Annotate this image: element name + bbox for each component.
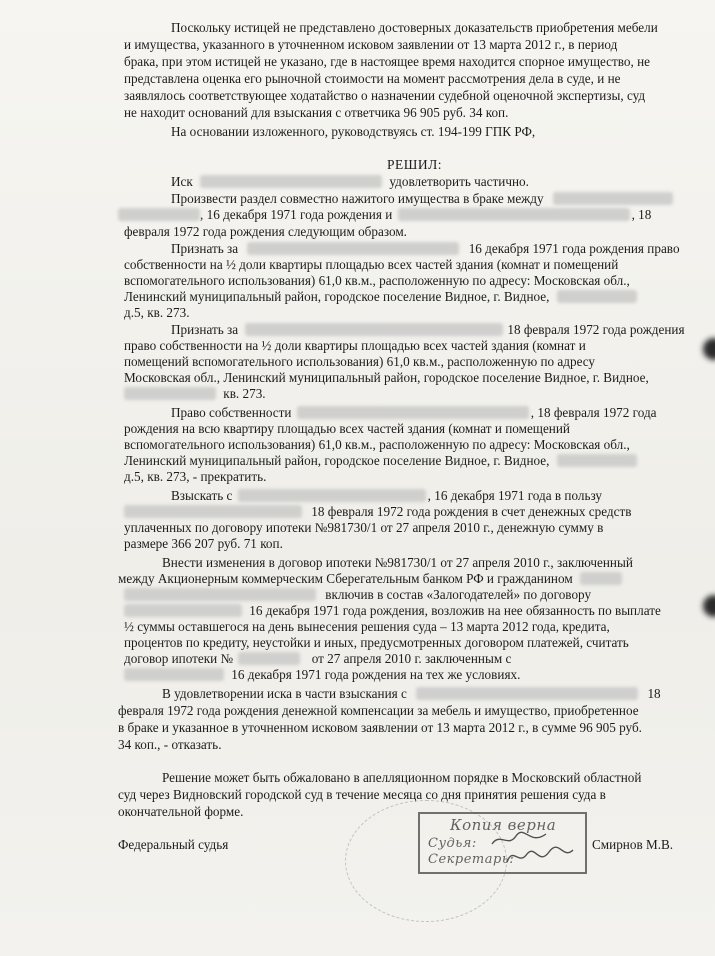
redacted-block <box>124 387 216 400</box>
text-fragment: удовлетворить частично. <box>389 174 529 189</box>
text-line: помещений вспомогательного использования) 61,0 кв.м., расположенную по адресу <box>124 354 596 369</box>
text-fragment: Признать за <box>171 241 239 256</box>
redacted-block <box>200 175 382 188</box>
text-line <box>124 386 266 402</box>
redacted-block <box>553 192 673 205</box>
text-line: в браке и указанное в уточненном исковом заявлении от 13 марта 2012 г., в сумме 96 905 руб. <box>118 720 642 735</box>
judge-name: Смирнов М.В. <box>592 837 674 852</box>
redacted-block <box>580 572 622 585</box>
text-fragment: Взыскать с <box>171 488 233 503</box>
redacted-block <box>124 588 316 601</box>
text-line: не находит оснований для взыскания с ответчика 96 905 руб. 34 коп. <box>124 105 509 120</box>
claim-line <box>171 174 529 190</box>
text-line <box>124 651 511 667</box>
text-line <box>171 488 602 504</box>
text-line: суд через Видновский городской суд в течение месяца со дня принятия решения суда в <box>118 787 606 802</box>
text-line <box>124 289 637 305</box>
text-fragment: от 27 апреля 2010 г. заключенным с <box>311 651 512 666</box>
text-line: представлена оценка его рыночной стоимости на момент рассмотрения дела в суде, и не <box>124 71 621 86</box>
copy-stamp <box>418 812 587 874</box>
text-line <box>118 207 651 223</box>
stamp-secretary: Секретарь: <box>428 852 515 867</box>
text-fragment: , 18 <box>631 207 652 222</box>
text-fragment: , 16 декабря 1971 года в пользу <box>427 488 602 503</box>
text-line: 34 коп., - отказать. <box>118 737 222 752</box>
redacted-block <box>247 242 459 255</box>
text-line: и имущества, указанного в уточненном исковом заявлении от 13 марта 2012 г., в период <box>124 37 618 52</box>
text-line: февраля 1972 года рождения следующим образом. <box>124 224 407 239</box>
judge-label: Федеральный судья <box>118 837 229 852</box>
text-line <box>118 571 622 587</box>
redacted-block <box>238 489 426 502</box>
redacted-block <box>416 687 638 700</box>
basis-line: На основании изложенного, руководствуясь ст. 194-199 ГПК РФ, <box>171 124 536 139</box>
decision-heading: РЕШИЛ: <box>387 157 443 172</box>
text-line: Поскольку истицей не представлено достоверных доказательств приобретения мебели <box>171 20 658 35</box>
text-fragment: 16 декабря 1971 года рождения на тех же условиях. <box>231 667 521 682</box>
text-line <box>162 686 661 702</box>
text-line: рождения на всю квартиру площадью всех частей здания (комнат и помещений <box>124 421 570 436</box>
text-fragment: 16 декабря 1971 года рождения, возложив на нее обязанность по выплате <box>249 603 661 618</box>
text-line: Внести изменения в договор ипотеки №981730/1 от 27 апреля 2010 г., заключенный <box>162 555 633 570</box>
text-fragment: Признать за <box>171 322 239 337</box>
text-line <box>124 504 631 520</box>
redacted-block <box>297 406 529 419</box>
text-fragment: договор ипотеки № <box>124 651 234 666</box>
stamp-judge: Судья: <box>428 836 477 851</box>
text-line: февраля 1972 года рождения денежной компенсации за мебель и имущество, приобретенное <box>118 703 639 718</box>
text-line: Решение может быть обжаловано в апелляционном порядке в Московский областной <box>162 770 642 785</box>
text-fragment: 18 <box>647 686 661 701</box>
text-line: д.5, кв. 273, - прекратить. <box>124 469 267 484</box>
text-fragment: , 16 декабря 1971 года рождения и <box>200 207 393 222</box>
text-line: уплаченных по договору ипотеки №981730/1 от 27 апреля 2010 г., денежную сумму в <box>124 520 604 535</box>
text-line: вспомогательного использования) 61,0 кв.м., расположенную по адресу: Московская обл., <box>124 437 630 452</box>
redacted-block <box>124 668 224 681</box>
redacted-block <box>124 604 242 617</box>
text-line: брака, при этом истицей не указано, где в настоящее время находится спорное имущество, не <box>124 54 651 69</box>
text-line <box>171 405 657 421</box>
text-line <box>171 241 680 257</box>
redacted-block <box>124 505 302 518</box>
text-line: процентов по кредиту, неустойки и иных, предусмотренных договором платежей, считать <box>124 635 629 650</box>
text-fragment: Право собственности <box>171 405 292 420</box>
text-fragment: Иск <box>171 174 193 189</box>
stamp-title: Копия верна <box>450 816 557 834</box>
text-line: д.5, кв. 273. <box>124 305 190 320</box>
text-line <box>124 667 520 683</box>
text-line: собственности на ½ доли квартиры площадью всех частей здания (комнат и помещений <box>124 257 619 272</box>
text-line: ½ суммы оставшегося на день вынесения решения суда – 13 марта 2012 года, кредита, <box>124 619 610 634</box>
text-line: право собственности на ½ доли квартиры площадью всех частей здания (комнат и <box>124 338 586 353</box>
text-line <box>171 322 685 338</box>
text-line <box>124 453 637 469</box>
redacted-block <box>238 652 300 665</box>
redacted-block <box>398 208 630 221</box>
text-fragment: , 18 февраля 1972 года <box>530 405 657 420</box>
text-fragment: между Акционерным коммерческим Сберегательным банком РФ и гражданином <box>118 571 573 586</box>
redacted-block <box>557 454 637 467</box>
text-line: заявлялось соответствующее ходатайство о назначении судебной оценочной экспертизы, суд <box>124 88 646 103</box>
text-line: окончательной форме. <box>118 804 244 819</box>
text-fragment: 16 декабря 1971 года рождения право <box>468 241 680 256</box>
text-line: Московская обл., Ленинский муниципальный район, городское поселение Видное, г. Видное, <box>124 370 649 385</box>
text-line <box>124 587 591 603</box>
text-fragment: Ленинский муниципальный район, городское поселение Видное, г. Видное, <box>124 289 550 304</box>
text-fragment: кв. 273. <box>223 386 266 401</box>
text-fragment: В удовлетворении иска в части взыскания с <box>162 686 407 701</box>
text-line <box>171 191 673 207</box>
text-line: вспомогательного использования) 61,0 кв.м., расположенную по адресу: Московская обл., <box>124 273 630 288</box>
redacted-block <box>118 208 200 221</box>
secretary-signature <box>505 844 575 868</box>
text-fragment: Ленинский муниципальный район, городское поселение Видное, г. Видное, <box>124 453 550 468</box>
text-fragment: включив в состав «Залогодателей» по договору <box>325 587 592 602</box>
text-line <box>124 603 661 619</box>
text-fragment: Произвести раздел совместно нажитого имущества в браке между <box>171 191 544 206</box>
redacted-block <box>557 290 637 303</box>
redacted-block <box>245 323 503 336</box>
text-fragment: 18 февраля 1972 года рождения <box>507 322 685 337</box>
binding-hole <box>703 338 715 360</box>
text-line: размере 366 207 руб. 71 коп. <box>124 536 283 551</box>
text-fragment: 18 февраля 1972 года рождения в счет денежных средств <box>311 504 632 519</box>
binding-hole <box>703 595 715 617</box>
